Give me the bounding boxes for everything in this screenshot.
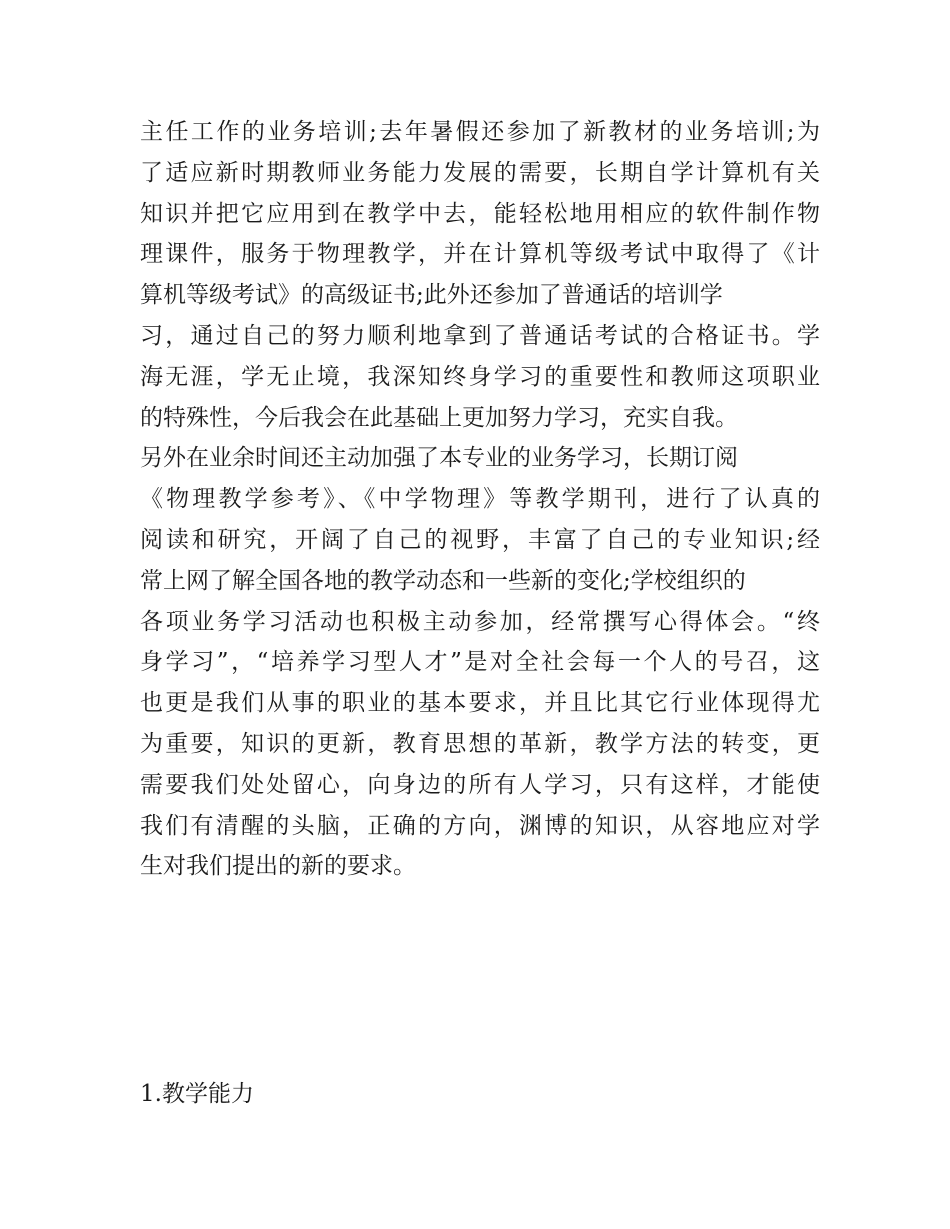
text-line: 算机等级考试》的高级证书;此外还参加了普通话的培训学 bbox=[140, 282, 723, 309]
text-line: 也更是我们从事的职业的基本要求，并且比其它行业体现得尤 bbox=[140, 690, 820, 717]
text-line: 知识并把它应用到在教学中去，能轻松地用相应的软件制作物 bbox=[140, 200, 820, 227]
text-line: 的特殊性，今后我会在此基础上更加努力学习，充实自我。 bbox=[140, 404, 738, 431]
text-line: 为重要，知识的更新，教育思想的革新，教学方法的转变，更 bbox=[140, 730, 820, 757]
text-line: 需要我们处处留心，向身边的所有人学习，只有这样，才能使 bbox=[140, 771, 820, 798]
text-line: 习，通过自己的努力顺利地拿到了普通话考试的合格证书。学 bbox=[140, 322, 820, 349]
text-line: 主任工作的业务培训;去年暑假还参加了新教材的业务培训;为 bbox=[140, 119, 820, 145]
text-line: 了适应新时期教师业务能力发展的需要，长期自学计算机有关 bbox=[140, 159, 820, 186]
text-line: 海无涯，学无止境，我深知终身学习的重要性和教师这项职业 bbox=[140, 363, 820, 390]
text-line: 我们有清醒的头脑，正确的方向，渊博的知识，从容地应对学 bbox=[140, 812, 820, 839]
text-line: 理课件，服务于物理教学，并在计算机等级考试中取得了《计 bbox=[140, 241, 820, 268]
text-line: 身学习”，“培养学习型人才”是对全社会每一个人的号召，这 bbox=[140, 649, 820, 676]
body-text bbox=[140, 112, 820, 887]
text-line: 阅读和研究，开阔了自己的视野，丰富了自己的专业知识;经 bbox=[140, 526, 820, 553]
text-line: 《物理教学参考》、《中学物理》等教学期刊，进行了认真的 bbox=[140, 486, 820, 513]
text-line: 常上网了解全国各地的教学动态和一些新的变化;学校组织的 bbox=[140, 567, 746, 594]
text-line: 另外在业余时间还主动加强了本专业的业务学习，长期订阅 bbox=[140, 445, 738, 472]
text-line: 各项业务学习活动也积极主动参加，经常撰写心得体会。“终 bbox=[140, 608, 820, 635]
text-line: 生对我们提出的新的要求。 bbox=[140, 853, 416, 880]
section-heading: 1.教学能力 bbox=[140, 1081, 254, 1107]
